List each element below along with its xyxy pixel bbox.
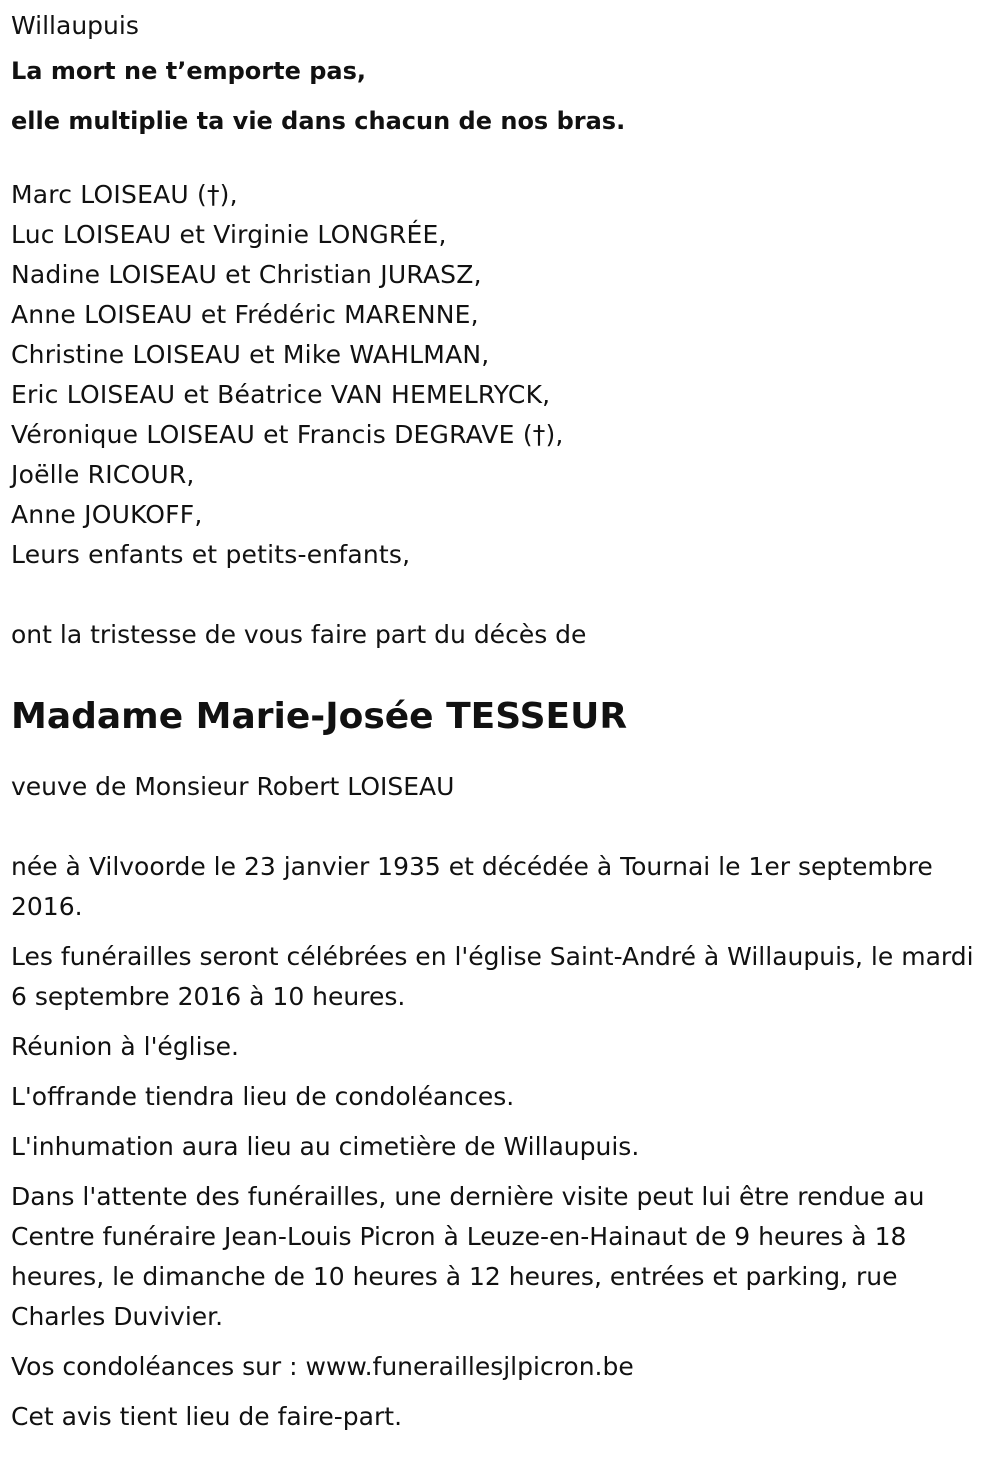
birth-death-info: née à Vilvoorde le 23 janvier 1935 et décédée à Tournai le 1er septembre 2016. xyxy=(11,852,933,921)
family-member: Véronique LOISEAU et Francis DEGRAVE (†), xyxy=(11,420,564,449)
burial-info: L'inhumation aura lieu au cimetière de Willaupuis. xyxy=(11,1132,640,1161)
family-closing: Leurs enfants et petits-enfants, xyxy=(11,540,411,569)
offering-info: L'offrande tiendra lieu de condoléances. xyxy=(11,1082,515,1111)
visitation-info: Dans l'attente des funérailles, une dernière visite peut lui être rendue au Centre funéraire Jean-Louis Picron à Leuze-en-Hainaut de 9 heures à 18 heures, le dimanche de 10 heures à 12 heures, entrées et parking, rue Charles Duvivier. xyxy=(11,1182,925,1331)
family-member: Nadine LOISEAU et Christian JURASZ, xyxy=(11,260,482,289)
town-name: Willaupuis xyxy=(11,11,139,40)
deceased-name: Madame Marie-Josée TESSEUR xyxy=(11,696,628,737)
notice-closing: Cet avis tient lieu de faire-part. xyxy=(11,1402,403,1431)
quote-line-2: elle multiplie ta vie dans chacun de nos bras. xyxy=(11,107,626,135)
family-member: Marc LOISEAU (†), xyxy=(11,180,238,209)
ceremony-info: Les funérailles seront célébrées en l'église Saint-André à Willaupuis, le mardi 6 septembre 2016 à 10 heures. xyxy=(11,942,974,1011)
family-list xyxy=(11,175,989,575)
funeral-details xyxy=(11,847,989,1437)
family-member: Eric LOISEAU et Béatrice VAN HEMELRYCK, xyxy=(11,380,551,409)
family-member: Joëlle RICOUR, xyxy=(11,460,195,489)
announcement-intro: ont la tristesse de vous faire part du décès de xyxy=(11,620,587,649)
family-member: Anne JOUKOFF, xyxy=(11,500,203,529)
family-member: Anne LOISEAU et Frédéric MARENNE, xyxy=(11,300,479,329)
quote-line-1: La mort ne t’emporte pas, xyxy=(11,57,366,85)
condolences-info: Vos condoléances sur : www.funeraillesjlpicron.be xyxy=(11,1352,634,1381)
family-member: Christine LOISEAU et Mike WAHLMAN, xyxy=(11,340,490,369)
widow-of: veuve de Monsieur Robert LOISEAU xyxy=(11,772,455,801)
family-member: Luc LOISEAU et Virginie LONGRÉE, xyxy=(11,220,447,249)
meeting-info: Réunion à l'église. xyxy=(11,1032,239,1061)
